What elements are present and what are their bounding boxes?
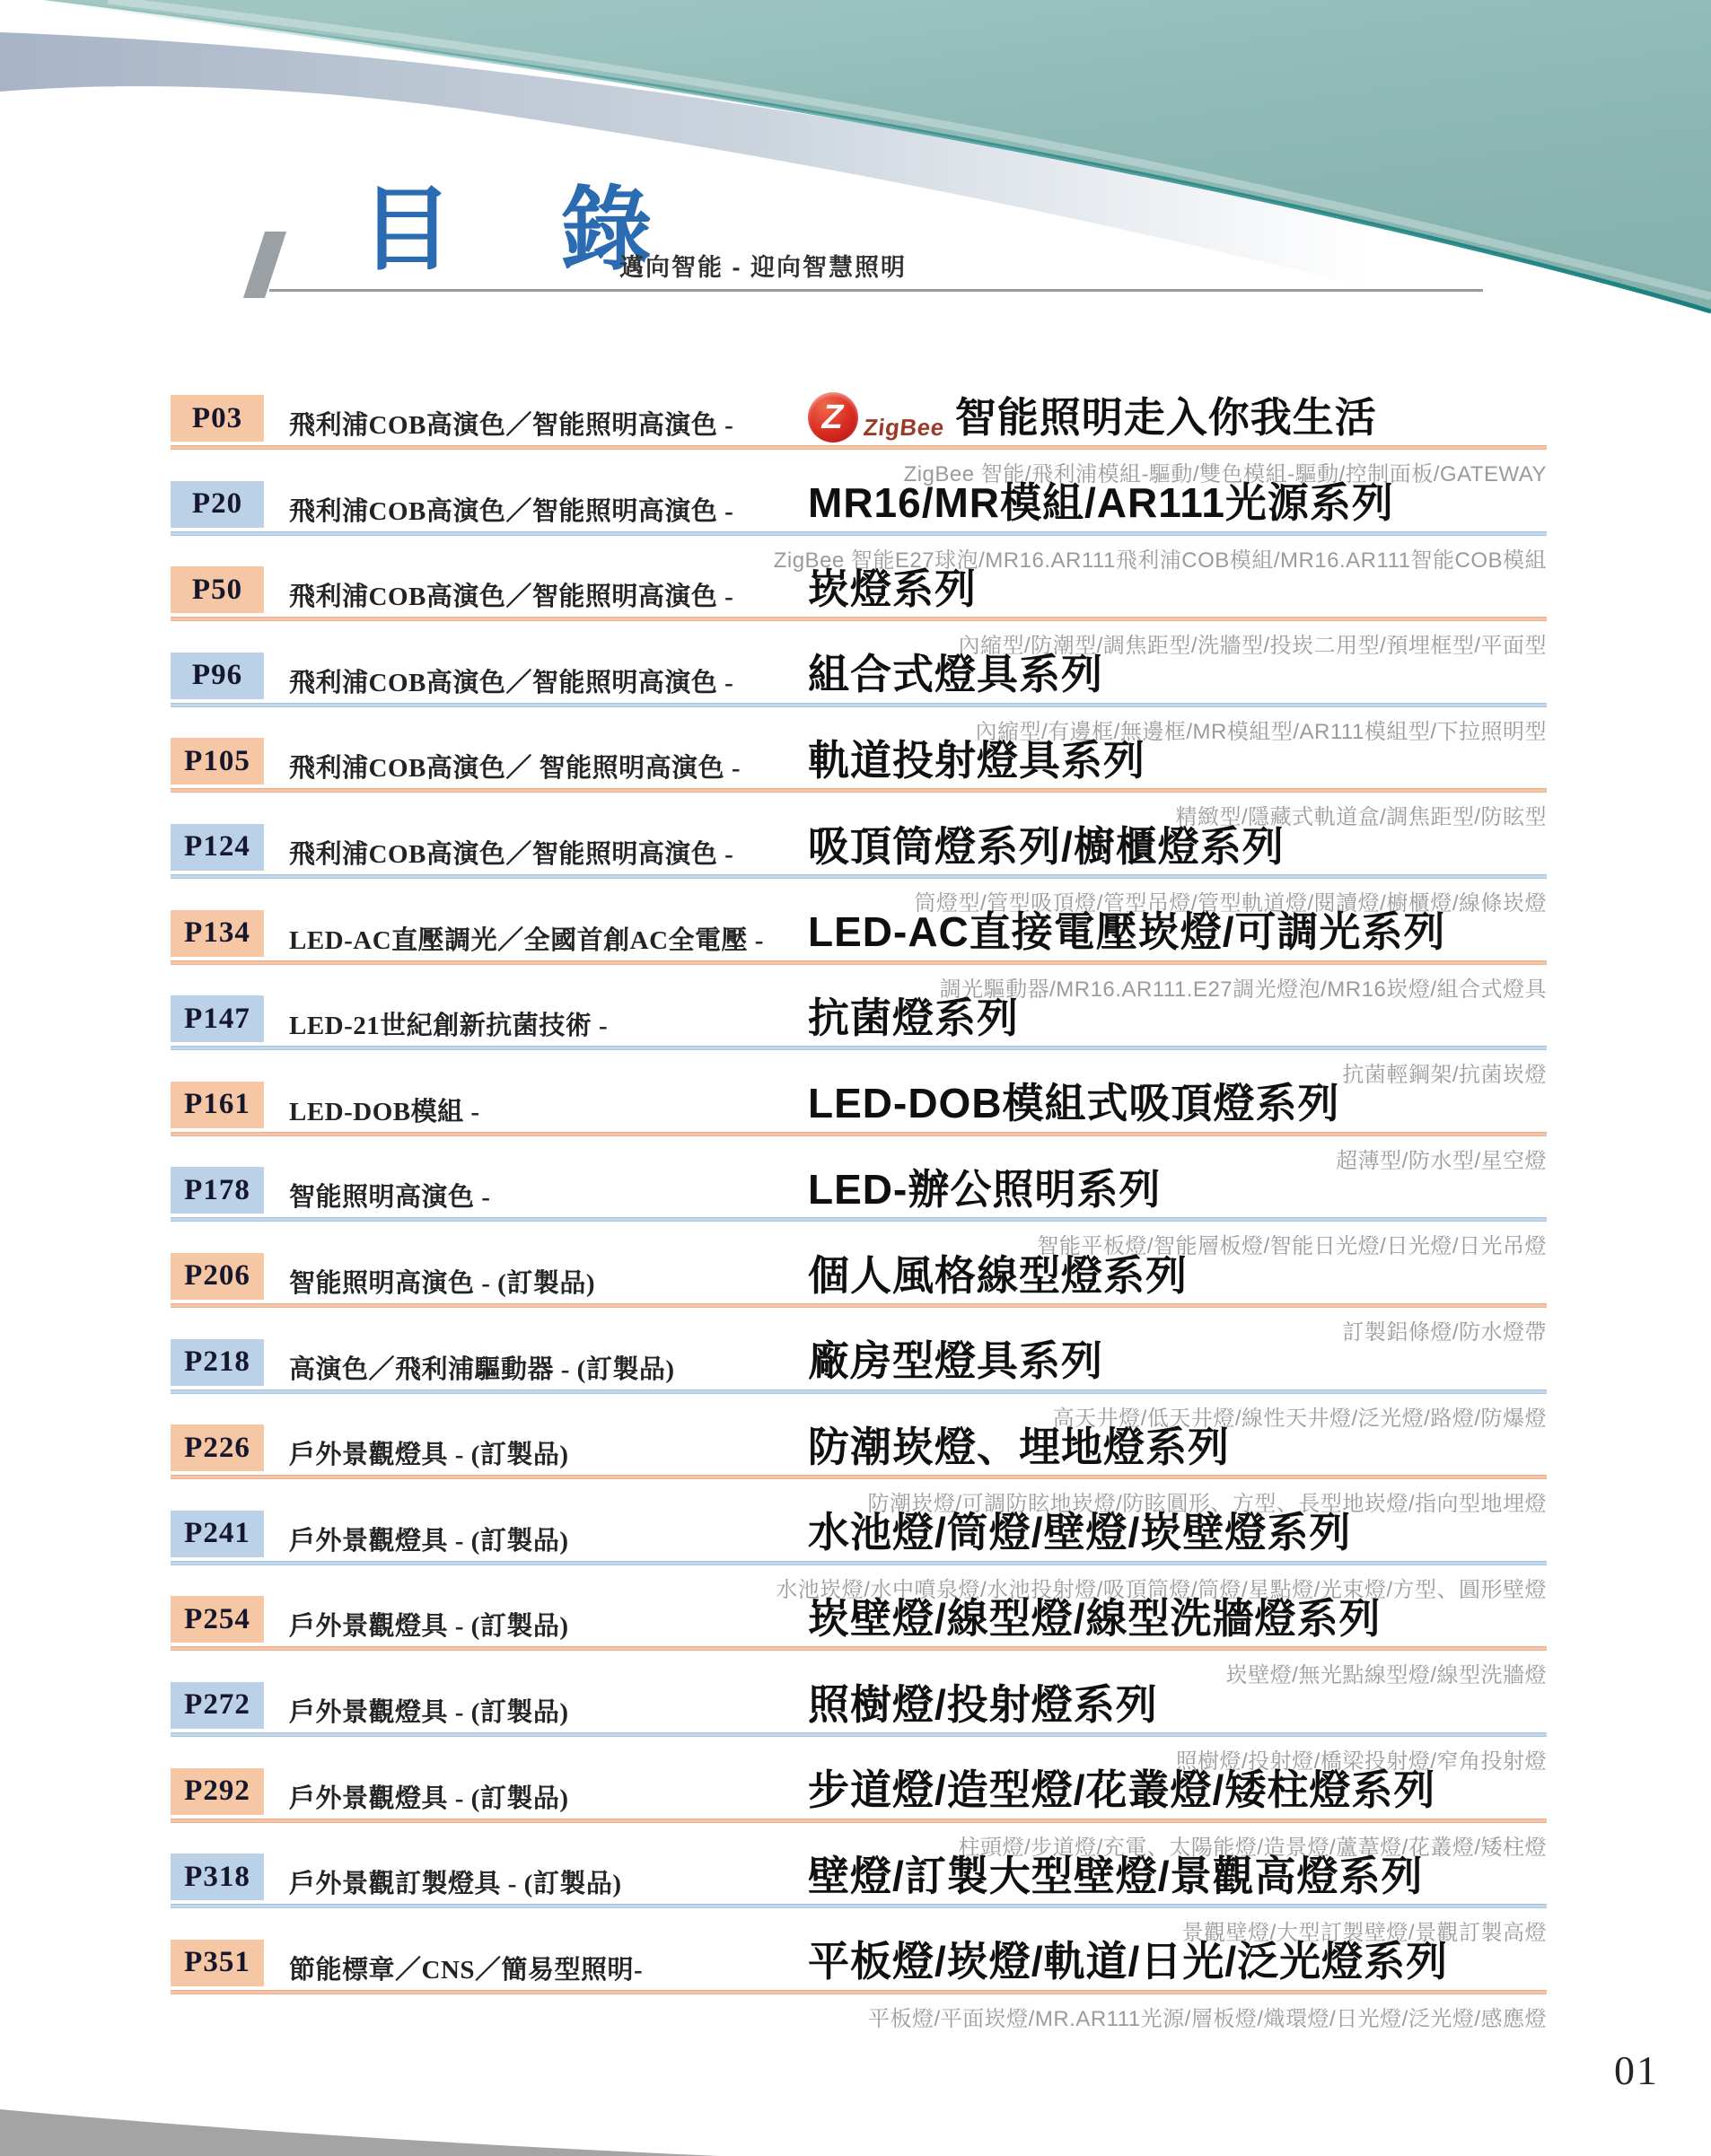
bottom-gray-wedge (0, 2100, 1711, 2156)
page-number-badge: P206 (171, 1253, 264, 1300)
row-category-label: 飛利浦COB高演色／智能照明高演色 - (289, 411, 734, 440)
toc-row[interactable] (171, 908, 1547, 1002)
page-number-badge: P292 (171, 1768, 264, 1815)
row-subtitle: 崁壁燈/無光點線型燈/線型洗牆燈 (1225, 1663, 1547, 1688)
toc-row[interactable] (171, 1423, 1547, 1517)
row-subtitle: 筒燈型/管型吸頂燈/管型吊燈/管型軌道燈/閱讀燈/櫥櫃燈/線條崁燈 (914, 890, 1547, 916)
row-series-title: 崁壁燈/線型燈/線型洗牆燈系列 (808, 1595, 1382, 1643)
toc-row[interactable] (171, 651, 1547, 744)
bottom-wedge-shape (0, 2109, 718, 2156)
row-series-title: LED-DOB模組式吸頂燈系列 (808, 1080, 1340, 1127)
row-divider-rule (171, 1217, 1547, 1222)
zigbee-logo (808, 392, 944, 443)
row-divider-rule (171, 874, 1547, 879)
page-number-badge: P351 (171, 1940, 264, 1986)
zigbee-z-glyph: Z (818, 399, 848, 436)
row-series-title: 抗菌燈系列 (808, 994, 1019, 1041)
row-subtitle: 精緻型/隱藏式軌道盒/調焦距型/防眩型 (1175, 805, 1547, 830)
page-number-badge: P161 (171, 1082, 264, 1128)
row-title-wrap (808, 1591, 1382, 1646)
page-number-badge: P20 (171, 481, 264, 528)
page-number-badge: P134 (171, 910, 264, 957)
toc-row[interactable] (171, 1080, 1547, 1173)
row-divider-rule (171, 1046, 1547, 1050)
row-category-label: LED-DOB模組 - (289, 1097, 480, 1126)
row-category-label: 智能照明高演色 - (289, 1183, 491, 1213)
row-divider-rule (171, 1561, 1547, 1565)
toc-row[interactable] (171, 736, 1547, 830)
row-subtitle: 內縮型/有邊框/無邊框/MR模組型/AR111模組型/下拉照明型 (975, 719, 1547, 744)
page-number-badge: P147 (171, 995, 264, 1042)
row-title-wrap (808, 1763, 1435, 1819)
row-category-label: 飛利浦COB高演色／智能照明高演色 - (289, 839, 734, 869)
row-divider-rule (171, 1475, 1547, 1479)
row-divider-rule (171, 445, 1547, 450)
row-subtitle: 景觀壁燈/大型訂製壁燈/景觀訂製高燈 (1181, 1921, 1547, 1946)
row-series-title: 個人風格線型燈系列 (808, 1251, 1188, 1299)
row-divider-rule (171, 960, 1547, 965)
row-series-title: 平板燈/崁燈/軌道/日光/泛光燈系列 (808, 1938, 1449, 1985)
toc-row[interactable] (171, 393, 1547, 486)
row-title-wrap (808, 1419, 1230, 1475)
row-category-label: LED-21世紀創新抗菌技術 - (289, 1012, 609, 1041)
row-category-label: LED-AC直壓調光／全國首創AC全電壓 - (289, 925, 764, 955)
row-title-wrap (808, 1677, 1158, 1732)
row-category-label: 戶外景觀燈具 - (訂製品) (289, 1697, 569, 1727)
row-subtitle: 平板燈/平面崁燈/MR.AR111光源/層板燈/熾環燈/日光燈/泛光燈/感應燈 (868, 2006, 1547, 2031)
row-title-wrap (808, 561, 977, 617)
toc-row[interactable] (171, 822, 1547, 916)
header-rule (269, 289, 1483, 292)
row-series-title: 軌道投射燈具系列 (808, 737, 1145, 784)
row-divider-rule (171, 1819, 1547, 1823)
row-series-title: LED-辦公照明系列 (808, 1166, 1162, 1214)
row-category-label: 飛利浦COB高演色／智能照明高演色 - (289, 583, 734, 612)
toc-row[interactable] (171, 1509, 1547, 1602)
row-divider-rule (171, 617, 1547, 621)
row-title-wrap (808, 905, 1446, 960)
row-title-wrap (808, 990, 1019, 1046)
row-category-label: 戶外景觀訂製燈具 - (訂製品) (289, 1870, 622, 1899)
page-number-badge: P272 (171, 1682, 264, 1729)
row-category-label: 智能照明高演色 - (訂製品) (289, 1268, 595, 1298)
row-category-label: 戶外景觀燈具 - (訂製品) (289, 1612, 569, 1642)
row-series-title: 崁燈系列 (808, 565, 977, 612)
page-number-badge: P178 (171, 1167, 264, 1214)
page-number-badge: P96 (171, 653, 264, 699)
page-number-badge: P254 (171, 1596, 264, 1643)
row-subtitle: 高天井燈/低天井燈/線性天井燈/泛光燈/路燈/防爆燈 (1052, 1406, 1547, 1431)
row-subtitle: 調光驅動器/MR16.AR111.E27調光燈泡/MR16崁燈/組合式燈具 (939, 977, 1547, 1002)
row-divider-rule (171, 1132, 1547, 1136)
row-category-label: 飛利浦COB高演色／智能照明高演色 - (289, 496, 734, 526)
row-category-label: 戶外景觀燈具 - (訂製品) (289, 1526, 569, 1556)
toc-row[interactable] (171, 1594, 1547, 1688)
page-number-badge: P124 (171, 824, 264, 871)
row-subtitle: 超薄型/防水型/星空燈 (1336, 1148, 1547, 1173)
page-subtitle: 邁向智能 - 迎向智慧照明 (619, 254, 907, 281)
row-series-title: LED-AC直接電壓崁燈/可調光系列 (808, 908, 1446, 956)
row-category-label: 戶外景觀燈具 - (訂製品) (289, 1784, 569, 1813)
row-title-wrap (808, 390, 1377, 445)
page-title: 目 錄 (361, 179, 694, 281)
row-subtitle: 抗菌輕鋼架/抗菌崁燈 (1342, 1063, 1547, 1088)
toc-row[interactable] (171, 1938, 1547, 2031)
page-number: 01 (1614, 2047, 1659, 2093)
row-series-title: 水池燈/筒燈/壁燈/崁壁燈系列 (808, 1509, 1352, 1556)
page-number-badge: P105 (171, 738, 264, 784)
row-subtitle: 防潮崁燈/可調防眩地崁燈/防眩圓形、方型、長型地崁燈/指向型地埋燈 (867, 1492, 1547, 1517)
row-title-wrap (808, 819, 1285, 874)
page-number-badge: P50 (171, 566, 264, 613)
row-series-title: 廠房型燈具系列 (808, 1337, 1103, 1385)
row-divider-rule (171, 1904, 1547, 1908)
row-divider-rule (171, 1990, 1547, 1994)
row-title-wrap (808, 1248, 1188, 1303)
row-divider-rule (171, 703, 1547, 707)
row-series-title: MR16/MR模組/AR111光源系列 (808, 479, 1394, 527)
row-series-title: 防潮崁燈、埋地燈系列 (808, 1423, 1230, 1470)
toc-row[interactable] (171, 1680, 1547, 1774)
row-title-wrap (808, 476, 1394, 531)
zigbee-logo-label: ZigBee (862, 413, 946, 441)
row-category-label: 節能標章／CNS／簡易型照明- (289, 1955, 644, 1985)
row-category-label: 飛利浦COB高演色／ 智能照明高演色 - (289, 754, 741, 784)
row-series-title: 吸頂筒燈系列/櫥櫃燈系列 (808, 822, 1285, 870)
row-category-label: 高演色／飛利浦驅動器 - (訂製品) (289, 1354, 675, 1384)
toc-row[interactable] (171, 479, 1547, 573)
toc-row[interactable] (171, 1766, 1547, 1860)
row-divider-rule (171, 1303, 1547, 1308)
row-series-title: 組合式燈具系列 (808, 651, 1103, 698)
row-divider-rule (171, 1732, 1547, 1737)
toc-row[interactable] (171, 1337, 1547, 1431)
row-subtitle: 水池崁燈/水中噴泉燈/水池投射燈/吸頂筒燈/筒燈/星點燈/光束燈/方型、圓形壁燈 (776, 1577, 1547, 1602)
row-category-label: 飛利浦COB高演色／智能照明高演色 - (289, 668, 734, 697)
row-divider-rule (171, 531, 1547, 536)
toc-row[interactable] (171, 565, 1547, 659)
page-number-badge: P218 (171, 1339, 264, 1386)
row-title-wrap (808, 647, 1103, 703)
row-subtitle: 智能平板燈/智能層板燈/智能日光燈/日光燈/日光吊燈 (1037, 1234, 1547, 1259)
page-number-badge: P03 (171, 395, 264, 442)
page-number-badge: P318 (171, 1854, 264, 1900)
row-title-wrap (808, 1161, 1161, 1217)
row-title-wrap (808, 1848, 1424, 1904)
row-title-wrap (808, 732, 1145, 788)
row-series-title: 步道燈/造型燈/花叢燈/矮柱燈系列 (808, 1766, 1436, 1814)
row-title-wrap (808, 1934, 1448, 1990)
row-series-title: 智能照明走入你我生活 (954, 393, 1377, 441)
row-divider-rule (171, 788, 1547, 793)
toc-row[interactable] (171, 1852, 1547, 1946)
zigbee-logo-icon (808, 392, 858, 443)
row-subtitle: ZigBee 智能E27球泡/MR16.AR111飛利浦COB模組/MR16.AR111智能COB模組 (773, 548, 1547, 573)
row-series-title: 壁燈/訂製大型壁燈/景觀高燈系列 (808, 1852, 1424, 1899)
toc-row[interactable] (171, 994, 1547, 1088)
row-subtitle: 內縮型/防潮型/調焦距型/洗牆型/投崁二用型/預埋框型/平面型 (958, 634, 1547, 659)
toc-row[interactable] (171, 1165, 1547, 1259)
row-divider-rule (171, 1646, 1547, 1651)
toc-list (171, 393, 1547, 2031)
row-subtitle: 訂製鋁條燈/防水燈帶 (1342, 1319, 1547, 1345)
toc-row[interactable] (171, 1251, 1547, 1345)
row-title-wrap (808, 1076, 1340, 1132)
row-subtitle: 柱頭燈/步道燈/充電、太陽能燈/造景燈/蘆葦燈/花叢燈/矮柱燈 (958, 1835, 1547, 1860)
row-title-wrap (808, 1505, 1351, 1561)
row-series-title: 照樹燈/投射燈系列 (808, 1680, 1158, 1728)
row-category-label: 戶外景觀燈具 - (訂製品) (289, 1441, 569, 1470)
page-number-badge: P226 (171, 1424, 264, 1471)
row-title-wrap (808, 1334, 1103, 1389)
row-subtitle: 照樹燈/投射燈/橋梁投射燈/窄角投射燈 (1175, 1748, 1547, 1774)
page-number-badge: P241 (171, 1511, 264, 1557)
row-subtitle: ZigBee 智能/飛利浦模組-驅動/雙色模組-驅動/控制面板/GATEWAY (903, 462, 1547, 486)
row-divider-rule (171, 1389, 1547, 1394)
